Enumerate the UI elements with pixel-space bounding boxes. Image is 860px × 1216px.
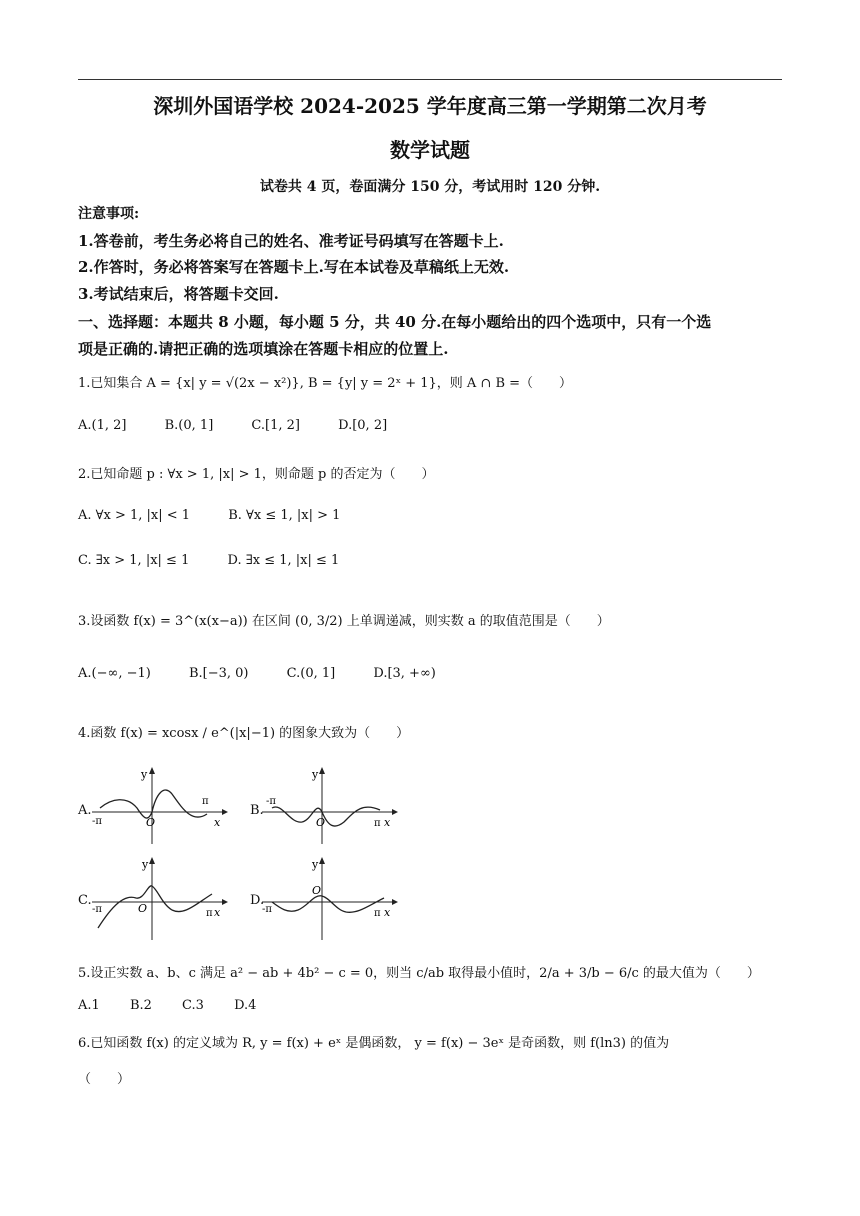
question-2-options-row2 bbox=[78, 553, 373, 568]
notice-item: 1.答卷前，考生务必将自己的姓名、准考证号码填写在答题卡上. bbox=[78, 232, 504, 250]
graph-c-origin: O bbox=[138, 902, 148, 915]
graph-c-pi: π bbox=[206, 908, 213, 919]
option-c[interactable]: C.(0, 1] bbox=[286, 666, 336, 681]
graph-a-neg-pi: -π bbox=[92, 816, 102, 827]
question-6-stem-cont: （ ） bbox=[78, 1072, 131, 1087]
graph-d-pi: π bbox=[374, 908, 381, 919]
option-d[interactable]: D. ∃x ≤ 1, |x| ≤ 1 bbox=[227, 553, 340, 568]
question-4-stem: 4.函数 f(x) = xcosx / e^(|x|−1) 的图象大致为（ ） bbox=[78, 726, 410, 741]
question-1-options bbox=[78, 418, 421, 433]
graph-c-label[interactable]: C. bbox=[78, 893, 92, 908]
graph-a-pi: π bbox=[202, 796, 209, 807]
section-heading-cont: 项是正确的.请把正确的选项填涂在答题卡相应的位置上. bbox=[78, 340, 449, 358]
graph-a-label[interactable]: A. bbox=[78, 803, 92, 818]
graph-c-x: x bbox=[214, 906, 221, 919]
graph-a[interactable] bbox=[92, 764, 232, 848]
graph-b[interactable] bbox=[262, 764, 402, 848]
graph-c-neg-pi: -π bbox=[92, 904, 102, 915]
graph-b-x: x bbox=[384, 816, 391, 829]
exam-subtitle: 数学试题 bbox=[390, 138, 470, 162]
graph-c[interactable] bbox=[92, 854, 232, 944]
graph-a-origin: O bbox=[146, 816, 156, 829]
question-1-stem: 1.已知集合 A = {x| y = √(2x − x²)}, B = {y| y = 2ˣ + 1}，则 A ∩ B =（ ） bbox=[78, 376, 573, 391]
graph-d-neg-pi: -π bbox=[262, 904, 272, 915]
question-3-options bbox=[78, 666, 470, 681]
graph-d-label[interactable]: D. bbox=[250, 893, 265, 908]
exam-title: 深圳外国语学校 2024-2025 学年度高三第一学期第二次月考 bbox=[153, 94, 707, 118]
option-a[interactable]: A. ∀x > 1, |x| < 1 bbox=[78, 508, 191, 523]
question-2-stem: 2.已知命题 p : ∀x > 1, |x| > 1，则命题 p 的否定为（ ） bbox=[78, 467, 435, 482]
graph-d-origin: O bbox=[312, 884, 322, 897]
notice-heading: 注意事项: bbox=[78, 206, 140, 222]
option-a[interactable]: A.1 bbox=[78, 998, 100, 1013]
option-b[interactable]: B. ∀x ≤ 1, |x| > 1 bbox=[228, 508, 341, 523]
option-d[interactable]: D.[0, 2] bbox=[338, 418, 388, 433]
graph-a-y: y bbox=[141, 768, 148, 781]
option-c[interactable]: C. ∃x > 1, |x| ≤ 1 bbox=[78, 553, 190, 568]
option-a[interactable]: A.(1, 2] bbox=[78, 418, 127, 433]
notice-item: 2.作答时，务必将答案写在答题卡上.写在本试卷及草稿纸上无效. bbox=[78, 258, 510, 276]
question-5-options bbox=[78, 998, 282, 1013]
option-b[interactable]: B.2 bbox=[129, 998, 152, 1013]
question-3-stem: 3.设函数 f(x) = 3^(x(x−a)) 在区间 (0, 3/2) 上单调递减，则实数 a 的取值范围是（ ） bbox=[78, 614, 610, 629]
header-rule bbox=[78, 79, 782, 80]
option-b[interactable]: B.[−3, 0) bbox=[188, 666, 249, 681]
option-c[interactable]: C.[1, 2] bbox=[251, 418, 300, 433]
graph-a-x: x bbox=[214, 816, 221, 829]
question-5-stem: 5.设正实数 a、b、c 满足 a² − ab + 4b² − c = 0，则当 c/ab 取得最小值时，2/a + 3/b − 6/c 的最大值为（ ） bbox=[78, 966, 760, 981]
graph-d[interactable] bbox=[262, 854, 402, 944]
graph-b-label[interactable]: B. bbox=[250, 803, 264, 818]
graph-b-y: y bbox=[312, 768, 319, 781]
exam-meta: 试卷共 4 页，卷面满分 150 分，考试用时 120 分钟. bbox=[259, 179, 601, 195]
graph-b-origin: O bbox=[316, 816, 326, 829]
option-d[interactable]: D.[3, +∞) bbox=[373, 666, 436, 681]
option-c[interactable]: C.3 bbox=[182, 998, 204, 1013]
option-b[interactable]: B.(0, 1] bbox=[164, 418, 214, 433]
option-d[interactable]: D.4 bbox=[234, 998, 257, 1013]
section-heading: 一、选择题：本题共 8 小题，每小题 5 分，共 40 分.在每小题给出的四个选项中，只有一个选 bbox=[78, 313, 712, 331]
option-a[interactable]: A.(−∞, −1) bbox=[78, 666, 151, 681]
question-6-stem: 6.已知函数 f(x) 的定义域为 R, y = f(x) + eˣ 是偶函数， y = f(x) − 3eˣ 是奇函数，则 f(ln3) 的值为 bbox=[78, 1036, 670, 1051]
graph-b-neg-pi: -π bbox=[266, 796, 276, 807]
question-2-options-row1 bbox=[78, 508, 374, 523]
graph-d-y: y bbox=[312, 858, 319, 871]
graph-b-pi: π bbox=[374, 818, 381, 829]
graph-c-y: y bbox=[142, 858, 149, 871]
notice-item: 3.考试结束后，将答题卡交回. bbox=[78, 285, 279, 303]
graph-d-x: x bbox=[384, 906, 391, 919]
